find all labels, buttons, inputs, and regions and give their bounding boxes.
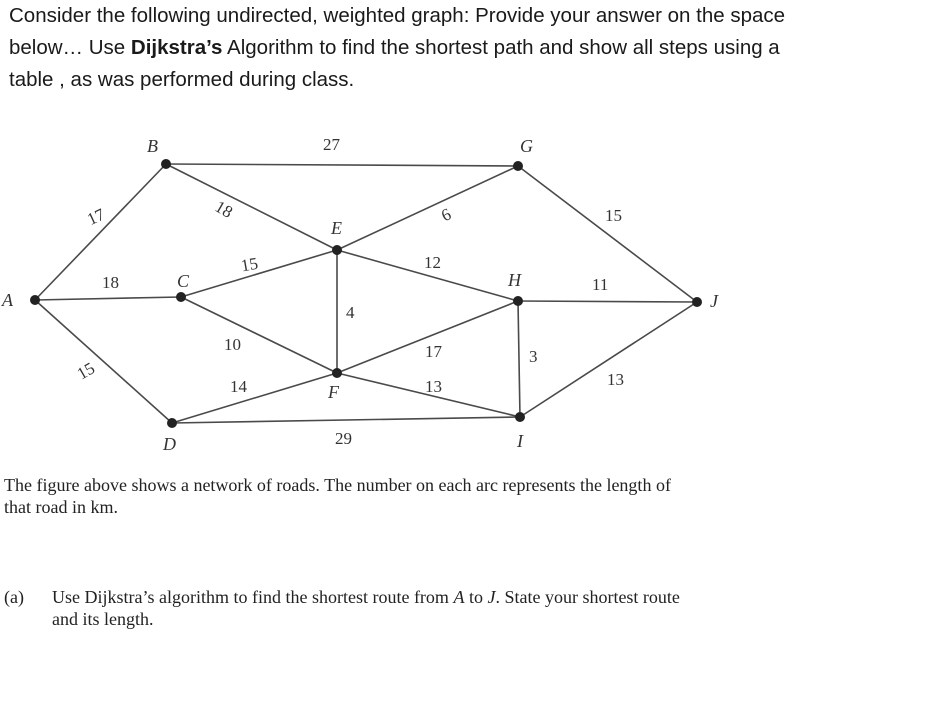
question-line-2-post: Algorithm to find the shortest path and show all steps using a bbox=[222, 36, 780, 59]
dijkstra-bold: Dijkstra’s bbox=[130, 36, 223, 59]
node-D bbox=[167, 418, 177, 428]
weight-B-G: 27 bbox=[323, 135, 340, 154]
weight-C-F: 10 bbox=[224, 335, 241, 354]
node-label-A: A bbox=[2, 290, 13, 310]
node-G bbox=[513, 161, 523, 171]
edge-I-J bbox=[520, 302, 697, 417]
caption-line-2: that road in km. bbox=[4, 497, 118, 517]
edge-H-I bbox=[518, 301, 520, 417]
weight-E-F: 4 bbox=[346, 303, 355, 322]
node-label-G: G bbox=[520, 136, 533, 156]
edge-B-E bbox=[166, 164, 337, 250]
part-a-line-2: and its length. bbox=[52, 609, 154, 629]
node-C bbox=[176, 292, 186, 302]
road-network-graph bbox=[0, 120, 760, 460]
edge-D-F bbox=[172, 373, 337, 423]
question-line-3: table , as was performed during class. bbox=[9, 68, 355, 91]
node-J bbox=[692, 297, 702, 307]
part-a-line-1 bbox=[52, 586, 762, 608]
node-label-E: E bbox=[331, 218, 342, 238]
edge-E-G bbox=[337, 166, 518, 250]
weight-E-G: 6 bbox=[438, 204, 454, 226]
weight-F-I: 13 bbox=[425, 377, 442, 396]
weight-C-E: 15 bbox=[239, 253, 260, 276]
question-line-1: Consider the following undirected, weighted graph: Provide your answer on the space bbox=[9, 4, 786, 27]
weight-D-I: 29 bbox=[335, 429, 352, 448]
weight-G-J: 15 bbox=[605, 206, 622, 225]
edge-A-B bbox=[35, 164, 166, 300]
node-label-F: F bbox=[328, 382, 339, 402]
figure-caption bbox=[4, 474, 764, 518]
weight-F-H: 17 bbox=[425, 342, 442, 361]
part-a-text-2: to bbox=[464, 587, 488, 607]
caption-line-1: The figure above shows a network of roads. The number on each arc represents the length of bbox=[4, 475, 671, 495]
weight-A-D: 15 bbox=[73, 358, 98, 384]
part-a-body bbox=[52, 586, 762, 630]
part-a-text-3: . State your shortest route bbox=[495, 587, 680, 607]
weight-I-J: 13 bbox=[607, 370, 624, 389]
part-a-var-A: A bbox=[453, 587, 465, 607]
edge-C-F bbox=[181, 297, 337, 373]
question-line-2-pre: below… Use bbox=[9, 36, 131, 59]
edge-A-C bbox=[35, 297, 181, 300]
weight-H-I: 3 bbox=[529, 347, 538, 366]
question-line-2 bbox=[9, 32, 914, 64]
node-label-B: B bbox=[147, 136, 158, 156]
edge-B-G bbox=[166, 164, 518, 166]
node-I bbox=[515, 412, 525, 422]
question-text bbox=[9, 0, 914, 96]
edge-A-D bbox=[35, 300, 172, 423]
part-a-var-J: J bbox=[487, 587, 496, 607]
node-F bbox=[332, 368, 342, 378]
edge-H-J bbox=[518, 301, 697, 302]
edge-F-H bbox=[337, 301, 518, 373]
part-a-label: (a) bbox=[4, 587, 24, 607]
node-label-H: H bbox=[508, 270, 521, 290]
node-label-J: J bbox=[710, 291, 718, 311]
weight-E-H: 12 bbox=[424, 253, 441, 272]
node-label-D: D bbox=[163, 434, 176, 454]
weight-A-B: 17 bbox=[84, 204, 108, 230]
node-A bbox=[30, 295, 40, 305]
weight-D-F: 14 bbox=[230, 377, 247, 396]
node-B bbox=[161, 159, 171, 169]
weight-A-C: 18 bbox=[102, 273, 119, 292]
node-E bbox=[332, 245, 342, 255]
node-label-C: C bbox=[177, 271, 190, 291]
weight-H-J: 11 bbox=[592, 275, 609, 294]
node-label-I: I bbox=[517, 431, 523, 451]
edge-D-I bbox=[172, 417, 520, 423]
node-H bbox=[513, 296, 523, 306]
weight-B-E: 18 bbox=[211, 196, 236, 222]
part-a-text-1: Use Dijkstra’s algorithm to find the shortest route from bbox=[52, 587, 454, 607]
edge-C-E bbox=[181, 250, 337, 297]
